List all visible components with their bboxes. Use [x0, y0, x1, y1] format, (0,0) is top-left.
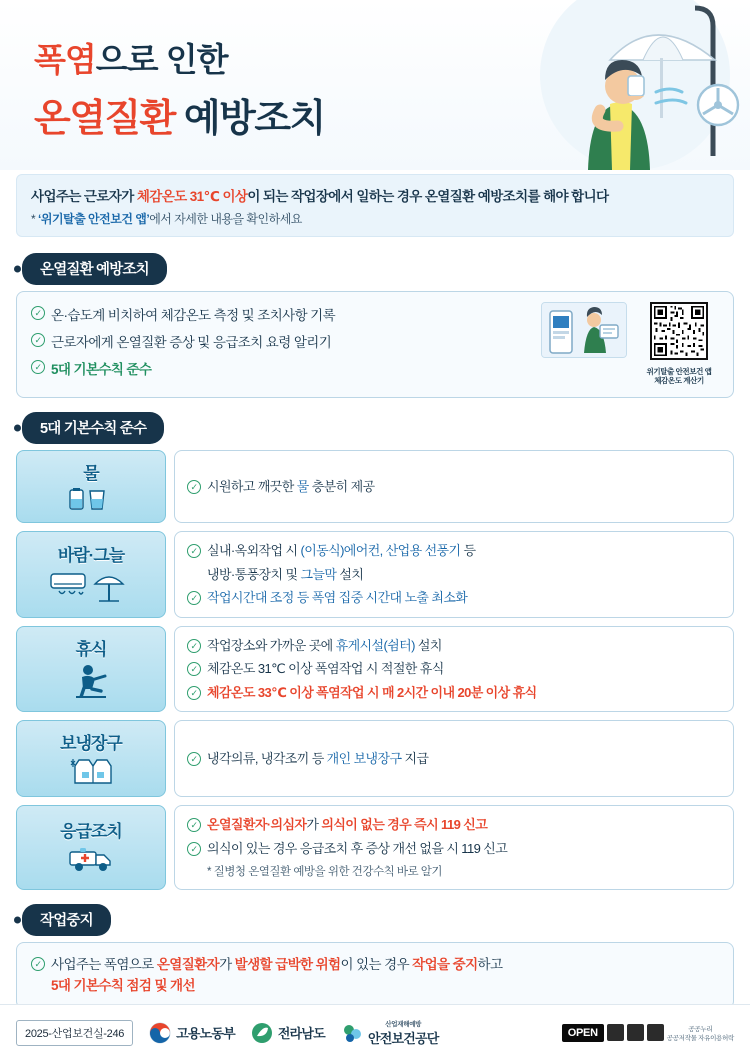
rule-line — [187, 684, 721, 702]
rule-line — [187, 542, 721, 560]
resting-person-icon — [68, 664, 114, 702]
rule-body — [174, 626, 734, 713]
qr-code-icon — [650, 302, 708, 360]
air-conditioner-parasol-icon — [47, 570, 135, 608]
rule-line-text: 체감온도 33℃ 이상 폭염작업 시 매 2시간 이내 20분 이상 휴식 — [207, 684, 537, 700]
rule-badge-label: 물 — [83, 464, 99, 483]
kosha-mark-icon — [341, 1022, 363, 1044]
text-part-red: 온열질환자·의심자 — [207, 817, 307, 833]
notice-main-text — [31, 185, 719, 205]
rule-row — [16, 805, 734, 890]
stop-line — [31, 955, 719, 996]
rule-badge-emergency — [16, 805, 166, 890]
rule-badge-label: 바람·그늘 — [57, 545, 125, 565]
text-part-red: 작업을 중지 — [412, 957, 478, 973]
text-part: 지급 — [401, 751, 429, 766]
rule-body — [174, 450, 734, 523]
rule-line — [187, 478, 721, 496]
notice-main-pre: 사업주는 근로자가 — [31, 189, 137, 204]
rule-line-text — [207, 542, 475, 560]
rule-line — [187, 566, 721, 584]
rule-line-text: 작업시간대 조정 등 폭염 집중 시간대 노출 최소화 — [207, 590, 468, 606]
check-icon: ✓ — [187, 686, 201, 700]
rule-line-text — [207, 478, 375, 496]
page-title — [34, 34, 325, 142]
rule-line-text — [207, 637, 442, 655]
rule-line-text — [207, 816, 487, 834]
text-part: 설치 — [414, 637, 442, 653]
check-icon: ✓ — [31, 333, 45, 347]
rule-badge-label: 응급조치 — [60, 822, 122, 842]
text-part: 이 있는 경우 — [340, 957, 413, 973]
title-line-2 — [34, 87, 325, 142]
check-icon: ✓ — [31, 306, 45, 320]
stop-box — [16, 942, 734, 1009]
text-part-red: 의식이 없는 경우 즉시 119 신고 — [321, 817, 488, 833]
rule-badge-label: 휴식 — [75, 640, 107, 660]
open-sub-label: 공공누리 — [688, 1025, 713, 1033]
rule-row — [16, 626, 734, 713]
title-line-1 — [34, 34, 325, 81]
qr-caption — [637, 367, 721, 386]
check-icon: ✓ — [187, 639, 201, 653]
qr-caption-line1: 위기탈출 안전보건 앱 — [646, 367, 712, 376]
rule-row — [16, 720, 734, 797]
open-icon-1 — [607, 1024, 624, 1041]
heading-rule — [16, 915, 734, 916]
text-part-red: 발생할 급박한 위험 — [234, 957, 341, 973]
prevention-item-text: 5대 기본수칙 준수 — [51, 362, 152, 377]
check-icon: ✓ — [187, 591, 201, 605]
rule-line — [187, 660, 721, 678]
notice-sub-app-name: ‘위기탈출 안전보건 앱’ — [38, 212, 150, 226]
notice-main-post: 이 되는 작업장에서 일하는 경우 온열질환 예방조치를 해야 합니다 — [247, 189, 609, 204]
text-part: 냉방·통풍장치 및 — [207, 566, 301, 582]
poster-footer — [0, 1004, 750, 1060]
text-part: 가 — [219, 957, 235, 973]
rule-body — [174, 805, 734, 890]
rule-line-text: 의식이 있는 경우 응급조치 후 증상 개선 없을 시 119 신고 — [207, 840, 508, 856]
open-icon-2 — [627, 1024, 644, 1041]
check-icon: ✓ — [187, 544, 201, 558]
logo-moel-label: 고용노동부 — [176, 1026, 235, 1041]
text-part: 사업주는 폭염으로 — [51, 957, 157, 973]
stop-heading-wrap — [0, 898, 750, 942]
text-part-blue: (이동식)에어컨, 산업용 선풍기 — [300, 543, 461, 558]
rule-line-text: 체감온도 31℃ 이상 폭염작업 시 적절한 휴식 — [207, 661, 444, 677]
open-label: OPEN — [562, 1024, 604, 1042]
worker-drinking-water-under-parasol-icon — [460, 0, 750, 170]
rule-line — [187, 840, 721, 858]
rule-badge-label: 보냉장구 — [60, 734, 122, 754]
prevention-heading-wrap — [0, 247, 750, 291]
rule-line-text — [207, 566, 363, 584]
kosha-small-label: 산업재해예방 — [385, 1020, 422, 1028]
water-bottle-cup-icon — [62, 488, 120, 514]
text-part-blue: 그늘막 — [300, 566, 337, 582]
logo-jeonnam-label: 전라남도 — [277, 1026, 325, 1041]
rule-badge-cooling-gear — [16, 720, 166, 797]
rule-badge-water — [16, 450, 166, 523]
title-highlight-1: 폭염 — [34, 41, 96, 78]
open-icon-3 — [647, 1024, 664, 1041]
notice-bar — [16, 174, 734, 237]
open-terms-label: 공공저작물 자유이용허락 — [666, 1034, 734, 1042]
check-icon: ✓ — [187, 842, 201, 856]
text-part-blue: 개인 보냉장구 — [326, 751, 402, 766]
rule-row — [16, 450, 734, 523]
check-icon: ✓ — [187, 752, 201, 766]
rule-line — [187, 750, 721, 768]
rule-body — [174, 531, 734, 618]
rule-badge-rest — [16, 626, 166, 713]
text-part-blue: 휴게시설(쉼터) — [335, 637, 415, 653]
app-screenshot-card — [541, 302, 627, 358]
qr-block — [637, 302, 721, 386]
prevention-media — [541, 302, 721, 386]
rule-line — [187, 816, 721, 834]
text-part: 하고 — [477, 957, 503, 973]
notice-sub-post: 에서 자세한 내용을 확인하세요 — [149, 212, 302, 226]
prevention-item-text: 온·습도계 비치하여 체감온도 측정 및 조치사항 기록 — [51, 308, 336, 323]
open-license-badge — [562, 1024, 734, 1042]
prevention-section-heading: 온열질환 예방조치 — [22, 253, 167, 285]
qr-caption-line2: 체감온도 계산기 — [654, 376, 704, 386]
text-part: 시원하고 깨끗한 — [207, 478, 297, 494]
cooling-vest-icon — [65, 758, 117, 788]
check-icon: ✓ — [187, 480, 201, 494]
text-part: 냉각의류, 냉각조끼 등 — [207, 751, 327, 766]
rule-body — [174, 720, 734, 797]
text-part: 실내·옥외작업 시 — [207, 543, 301, 558]
rules-section-heading: 5대 기본수칙 준수 — [22, 412, 164, 444]
rules-list — [16, 450, 734, 890]
notice-sub-text — [31, 210, 719, 227]
rule-row — [16, 531, 734, 618]
prevention-item-text: 근로자에게 온열질환 증상 및 응급조치 요령 알리기 — [51, 335, 332, 350]
logo-moel — [149, 1022, 235, 1044]
text-part: 설치 — [336, 566, 364, 582]
ambulance-icon — [64, 846, 118, 878]
text-part-blue: 물 — [296, 478, 309, 494]
rule-line — [187, 637, 721, 655]
logo-kosha — [341, 1019, 439, 1047]
stop-line-text — [51, 955, 502, 996]
text-part-red: 온열질환자 — [156, 957, 220, 973]
kosha-label: 안전보건공단 — [367, 1030, 439, 1046]
taegeuk-icon — [149, 1022, 171, 1044]
rule-footnote: * 질병청 온열질환 예방을 위한 건강수칙 바로 알기 — [207, 866, 443, 879]
prevention-box — [16, 291, 734, 398]
stop-section-heading: 작업중지 — [22, 904, 111, 936]
text-part: 작업장소와 가까운 곳에 — [207, 637, 336, 653]
logo-jeollanamdo — [251, 1022, 325, 1044]
jeonnam-leaf-icon — [251, 1022, 273, 1044]
check-icon: ✓ — [31, 360, 45, 374]
rule-line — [187, 589, 721, 607]
title-rest-1: 으로 인한 — [95, 41, 228, 78]
title-highlight-2: 온열질환 — [34, 98, 175, 140]
stop-line-2: 5대 기본수칙 점검 및 개선 — [51, 977, 195, 993]
rule-badge-wind-shade — [16, 531, 166, 618]
check-icon: ✓ — [31, 957, 45, 971]
rule-line-text — [207, 750, 428, 768]
poster-header — [0, 0, 750, 170]
text-part: 등 — [460, 543, 476, 558]
title-rest-2: 예방조치 — [174, 98, 325, 140]
rules-heading-wrap — [0, 406, 750, 450]
text-part: 가 — [306, 817, 322, 833]
notice-main-red: 체감온도 31℃ 이상 — [136, 189, 248, 204]
check-icon: ✓ — [187, 818, 201, 832]
notice-sub-pre: * — [31, 212, 39, 226]
text-part: 충분히 제공 — [308, 478, 375, 494]
document-code: 2025-산업보건실-246 — [16, 1020, 133, 1046]
phone-app-illustration-icon — [542, 303, 627, 358]
check-icon: ✓ — [187, 662, 201, 676]
